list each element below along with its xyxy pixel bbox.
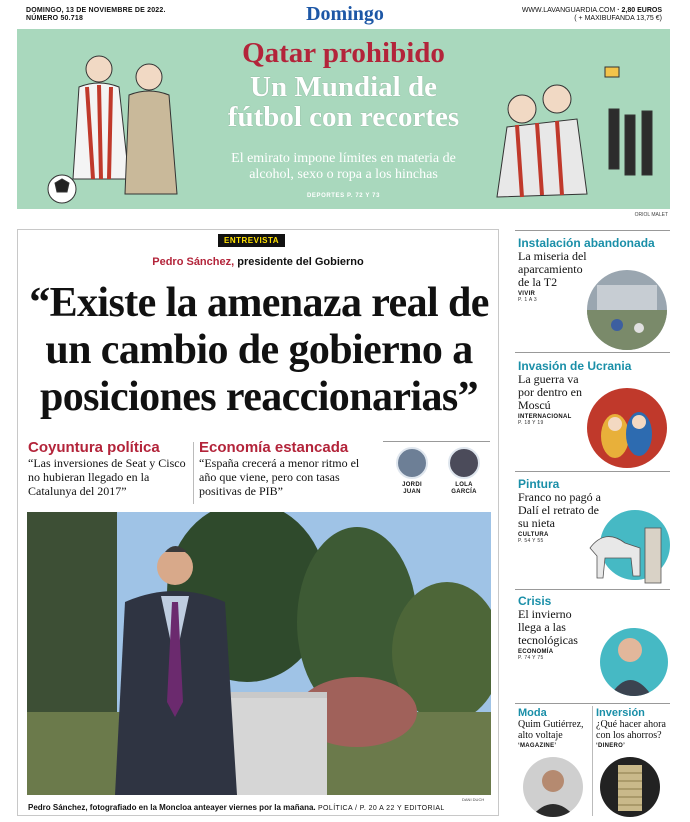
photo-illustration [27,512,491,795]
sidebar-rule [515,471,670,472]
subhead-economia[interactable] [199,439,371,498]
issue-number: NÚMERO 50.718 [26,15,84,22]
author-avatar [448,447,480,479]
banner-description [17,151,670,183]
subhead-politica-title: Coyuntura política [28,439,160,456]
authors-rule [383,441,490,442]
sidebar-photo-matryoshka [587,388,667,468]
sidebar-item-head: Invasión de Ucrania [518,359,632,373]
subhead-economia-title: Economía estancada [199,439,349,456]
subhead-economia-text: “España crecerá a menor ritmo el año que viene, pero con tasas positivas de PIB” [199,456,360,498]
horse-portrait-illustration [585,518,670,588]
sidebar-item-text: La miseria del aparcamiento de la T2 [518,249,587,289]
sidebar-item-head: Crisis [518,594,552,608]
sidebar-rule [515,352,670,353]
price-extra: ( + MAXIBUFANDA 13,75 €) [574,15,662,22]
column-divider [193,442,194,504]
sidebar-item-section: ECONOMÍA [518,649,554,655]
moda-head: Moda [518,707,547,719]
headline[interactable]: “Existe la amenaza real de un cambio de gobierno a posiciones reaccionarias” [29,280,489,420]
site-url[interactable]: WWW.LAVANGUARDIA.COM [521,7,616,14]
inversion-section: ‘DINERO’ [596,743,626,749]
sidebar-item-page: P. 74 Y 75 [518,655,544,661]
banner-desc-text: El emirato impone límites en materia de alcohol, sexo o ropa a los hinchas [231,151,456,182]
interview-tag: ENTREVISTA [218,234,285,247]
banner-credit: ORIOL MALET [634,212,668,218]
sidebar-rule [515,703,670,704]
banner-section: DEPORTES P. 72 Y 73 [306,193,381,199]
price: 2,80 EUROS [621,7,662,14]
photo-caption [28,803,498,812]
subhead-politica[interactable] [28,439,193,498]
moda-text: Quim Gutiérrez, alto voltaje [518,719,584,741]
author-jordi-juan [388,447,436,496]
sidebar-rule [515,589,670,590]
caption-text: Pedro Sánchez, fotografiado en la Moncloa anteayer viernes por la mañana. [28,803,316,812]
sidebar-photo-zuckerberg [600,628,668,696]
sidebar-item-moda[interactable] [518,707,590,749]
byline-role: presidente del Gobierno [234,256,364,268]
author-last: JUAN [403,489,421,495]
moda-section: ‘MAGAZINE’ [518,743,557,749]
sidebar-item-text: Franco no pagó a Dalí el retrato de su nieta [518,490,601,530]
inversion-head: Inversión [596,707,645,719]
sidebar-item-inversion[interactable] [596,707,668,749]
author-first: LOLA [455,482,473,488]
sidebar-rule [515,230,670,231]
sidebar-item-text: La guerra va por dentro en Moscú [518,372,582,412]
banner-qatar[interactable] [17,29,670,209]
subhead-politica-text: “Las inversiones de Seat y Cisco no hubieran llegado en la Catalunya del 2017” [28,456,186,498]
sidebar-divider [592,706,593,816]
sidebar-photo-parking [587,270,667,350]
banner-title: Qatar prohibido [242,37,445,69]
inversion-photo [600,757,660,817]
sidebar-item-text: El invierno llega a las tecnológicas [518,607,578,647]
inversion-text: ¿Qué hacer ahora con los ahorros? [596,719,666,741]
byline-name: Pedro Sánchez, [152,256,235,268]
caption-section: POLÍTICA / P. 20 A 22 Y EDITORIAL [315,805,445,812]
byline [17,256,499,268]
sidebar-item-section: CULTURA [518,532,549,538]
author-lola-garcia [440,447,488,496]
masthead: Domingo [306,3,384,25]
photo-credit: DANI DUCH [462,797,485,802]
date-text: DOMINGO, 13 DE NOVIEMBRE DE 2022. [26,7,166,14]
author-avatar [396,447,428,479]
sidebar-item-head: Instalación abandonada [518,236,655,250]
moda-photo [523,757,583,817]
main-photo[interactable] [27,512,491,795]
sidebar-item-page: P. 18 Y 19 [518,420,544,426]
banner-subtitle-text: Un Mundial de fútbol con recortes [227,71,460,133]
sidebar-item-page: P. 54 Y 55 [518,538,544,544]
sidebar-item-head: Pintura [518,477,560,491]
price-info: WWW.LAVANGUARDIA.COM · 2,80 EUROS ( + MAXIBUFANDA 13,75 €) [521,7,662,22]
sidebar-item-section: INTERNACIONAL [518,414,572,420]
sidebar-item-section: VIVIR [518,291,536,297]
sidebar-item-page: P. 1 A 3 [518,297,537,303]
author-last: GARCÍA [451,489,477,495]
banner-subtitle [17,72,670,132]
author-first: JORDI [402,482,422,488]
